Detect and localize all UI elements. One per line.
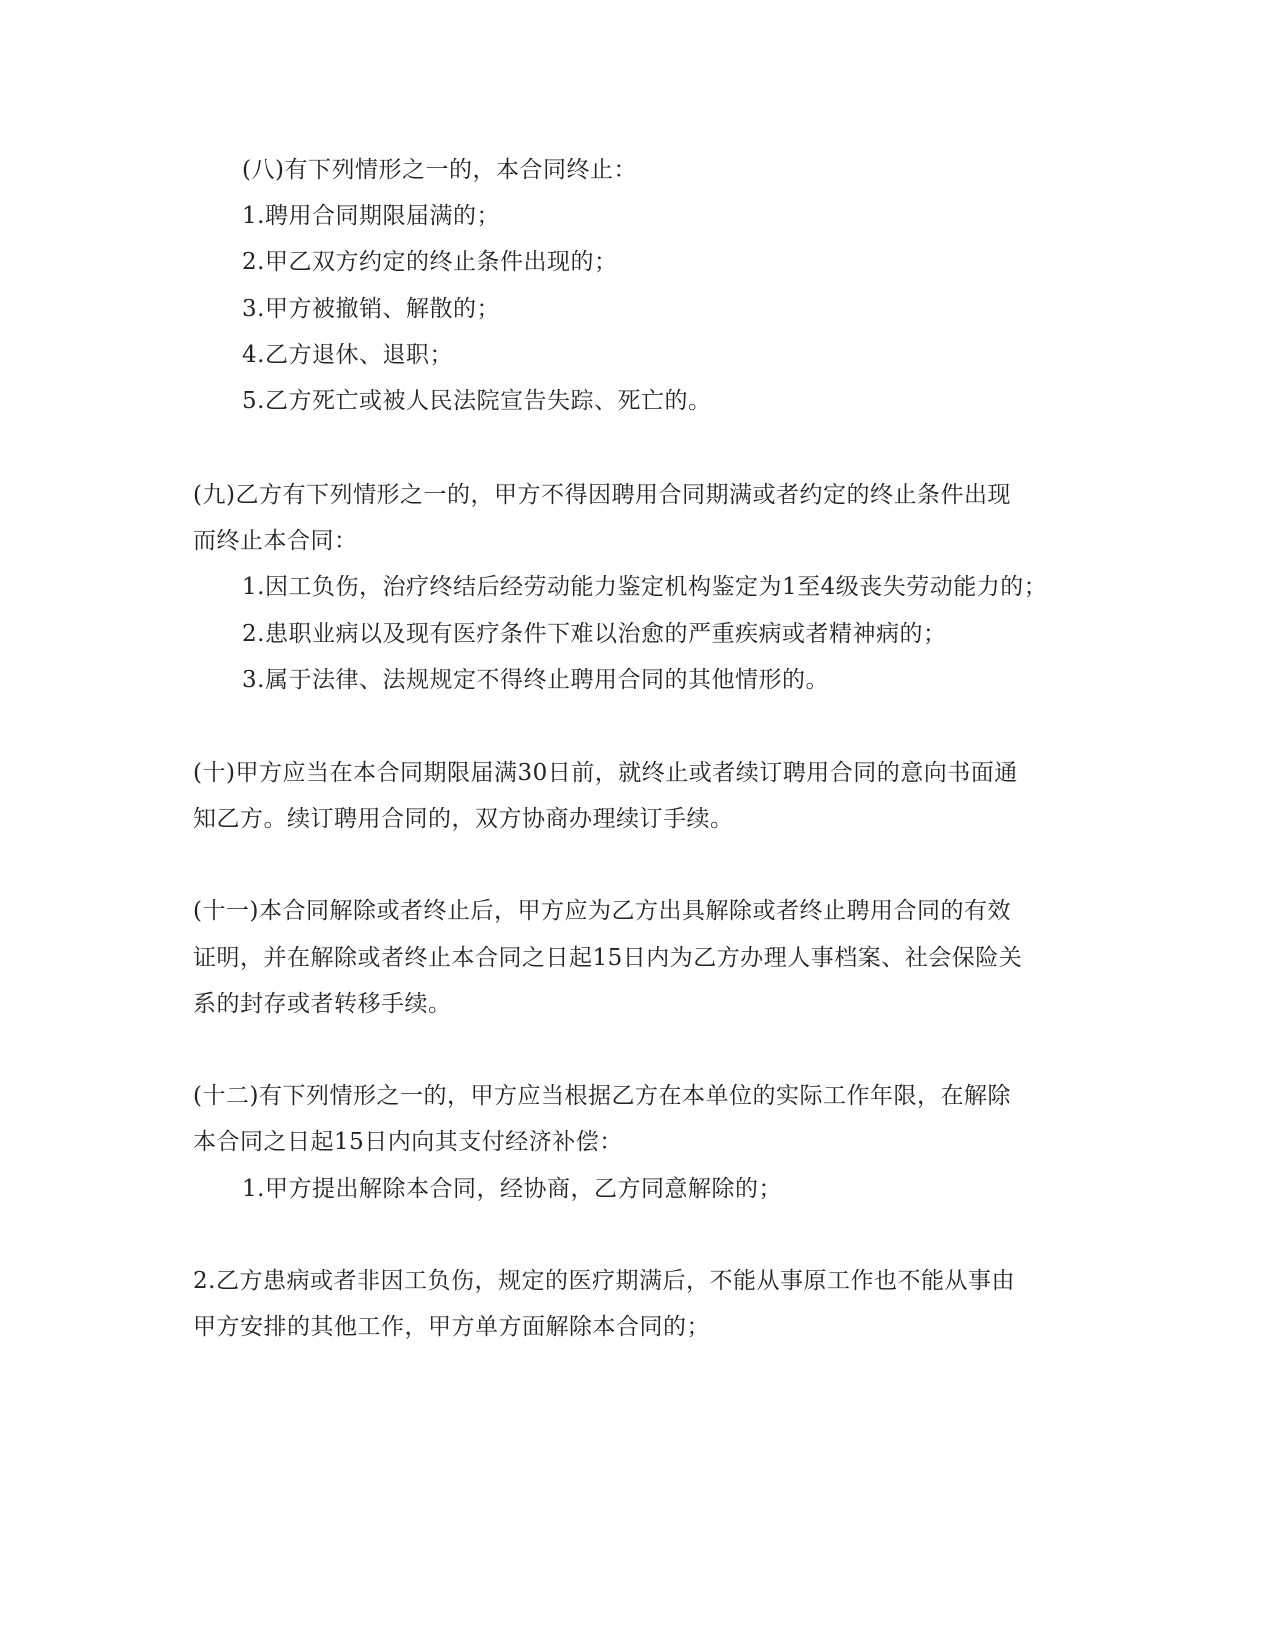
section-9-line-2: 而终止本合同： bbox=[193, 528, 358, 554]
section-11-line-2: 证明，并在解除或者终止本合同之日起15日内为乙方办理人事档案、社会保险关 bbox=[193, 945, 1023, 971]
section-8-heading: (八)有下列情形之一的，本合同终止： bbox=[242, 157, 637, 183]
section-12-para-2-line-2: 甲方安排的其他工作，甲方单方面解除本合同的； bbox=[193, 1314, 710, 1340]
section-10-line-1: (十)甲方应当在本合同期限届满30日前，就终止或者续订聘用合同的意向书面通 bbox=[193, 760, 1018, 786]
section-8-item-5: 5.乙方死亡或被人民法院宣告失踪、死亡的。 bbox=[242, 388, 712, 414]
section-9-item-1: 1.因工负伤，治疗终结后经劳动能力鉴定机构鉴定为1至4级丧失劳动能力的； bbox=[242, 574, 1048, 600]
section-8-item-2: 2.甲乙双方约定的终止条件出现的； bbox=[242, 249, 618, 275]
section-12-item-1: 1.甲方提出解除本合同，经协商，乙方同意解除的； bbox=[242, 1176, 782, 1202]
section-11-line-1: (十一)本合同解除或者终止后，甲方应为乙方出具解除或者终止聘用合同的有效 bbox=[193, 898, 1011, 924]
section-12-para-2-line-1: 2.乙方患病或者非因工负伤，规定的医疗期满后，不能从事原工作也不能从事由 bbox=[193, 1268, 1015, 1294]
section-9-item-3: 3.属于法律、法规规定不得终止聘用合同的其他情形的。 bbox=[242, 667, 829, 693]
section-10-line-2: 知乙方。续订聘用合同的，双方协商办理续订手续。 bbox=[193, 806, 734, 832]
section-8-item-4: 4.乙方退休、退职； bbox=[242, 342, 453, 368]
section-12-line-2: 本合同之日起15日内向其支付经济补偿： bbox=[193, 1129, 623, 1155]
section-8-item-3: 3.甲方被撤销、解散的； bbox=[242, 296, 500, 322]
section-11-line-3: 系的封存或者转移手续。 bbox=[193, 991, 452, 1017]
section-9-line-1: (九)乙方有下列情形之一的，甲方不得因聘用合同期满或者约定的终止条件出现 bbox=[193, 482, 1011, 508]
section-8-item-1: 1.聘用合同期限届满的； bbox=[242, 203, 500, 229]
section-12-line-1: (十二)有下列情形之一的，甲方应当根据乙方在本单位的实际工作年限，在解除 bbox=[193, 1083, 1011, 1109]
section-9-item-2: 2.患职业病以及现有医疗条件下难以治愈的严重疾病或者精神病的； bbox=[242, 621, 947, 647]
